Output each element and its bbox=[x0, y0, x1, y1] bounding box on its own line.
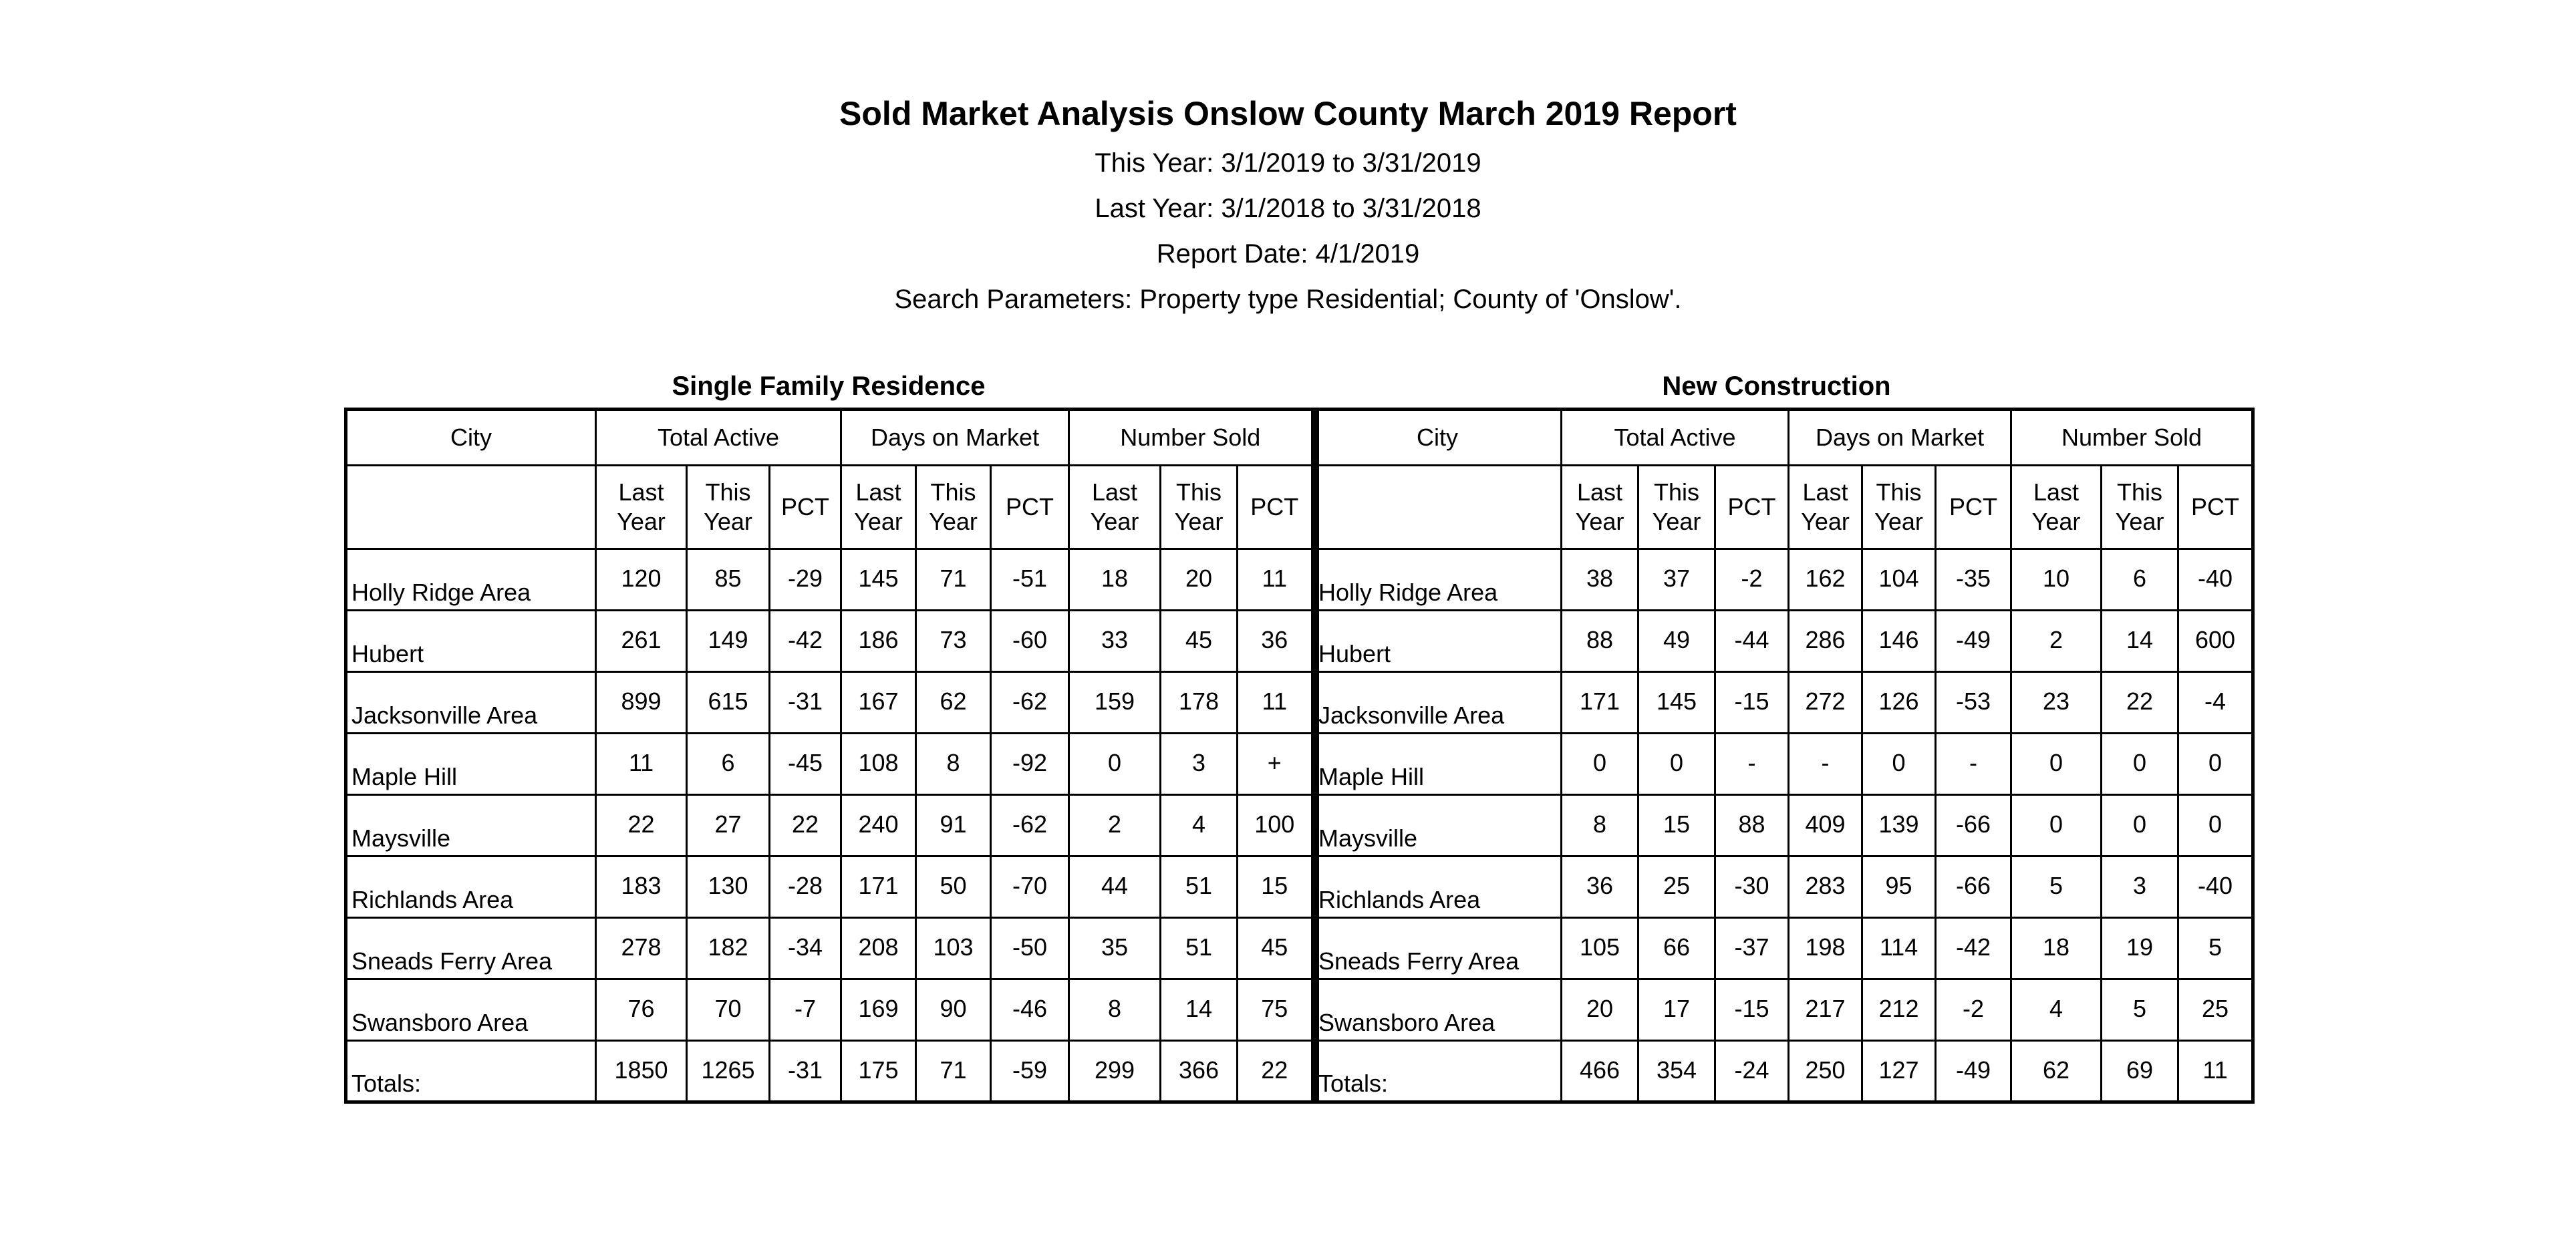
number-sold-pct-cell: 22 bbox=[1238, 1041, 1315, 1102]
days-on-market-last-year-cell: - bbox=[1789, 734, 1862, 795]
days-on-market-this-year-cell: 114 bbox=[1862, 918, 1936, 979]
number-sold-this-year-cell: 14 bbox=[2102, 611, 2178, 672]
days-on-market-pct-cell: -49 bbox=[1936, 1041, 2011, 1102]
total-active-this-year-cell: 1265 bbox=[687, 1041, 770, 1102]
number-sold-this-year-cell: 3 bbox=[1161, 734, 1238, 795]
days-on-market-last-year-cell: 240 bbox=[841, 795, 916, 857]
total-active-this-year-cell: 66 bbox=[1638, 918, 1715, 979]
city-header: City bbox=[346, 410, 596, 466]
days-on-market-pct-cell: -66 bbox=[1936, 857, 2011, 918]
number-sold-pct-cell: 15 bbox=[1238, 857, 1315, 918]
report-title: Sold Market Analysis Onslow County March 2019 Report bbox=[839, 95, 1737, 132]
number-sold-pct-cell: 0 bbox=[2178, 734, 2253, 795]
days-on-market-last-year-cell: 283 bbox=[1789, 857, 1862, 918]
days-on-market-this-year-cell: 91 bbox=[916, 795, 991, 857]
table-row bbox=[1313, 918, 2253, 979]
days-on-market-last-year-cell: 162 bbox=[1789, 549, 1862, 611]
city-cell: Holly Ridge Area bbox=[1313, 549, 1562, 611]
days-on-market-pct-cell: -70 bbox=[991, 857, 1069, 918]
this-year-header: This Year bbox=[1161, 466, 1238, 549]
days-on-market-pct-cell: -35 bbox=[1936, 549, 2011, 611]
number-sold-pct-cell: -40 bbox=[2178, 857, 2253, 918]
table-row bbox=[346, 549, 1315, 611]
last-year-header: Last Year bbox=[841, 466, 916, 549]
number-sold-pct-cell: 11 bbox=[1238, 672, 1315, 734]
total-active-pct-cell: -28 bbox=[770, 857, 841, 918]
number-sold-header: Number Sold bbox=[1069, 410, 1315, 466]
days-on-market-this-year-cell: 95 bbox=[1862, 857, 1936, 918]
city-subheader-blank bbox=[1313, 466, 1562, 549]
number-sold-pct-cell: 600 bbox=[2178, 611, 2253, 672]
days-on-market-pct-cell: -59 bbox=[991, 1041, 1069, 1102]
total-active-pct-cell: -44 bbox=[1715, 611, 1789, 672]
city-cell: Richlands Area bbox=[346, 857, 596, 918]
total-active-last-year-cell: 88 bbox=[1562, 611, 1638, 672]
table-row bbox=[1313, 979, 2253, 1041]
total-active-last-year-cell: 120 bbox=[596, 549, 687, 611]
days-on-market-last-year-cell: 198 bbox=[1789, 918, 1862, 979]
number-sold-pct-cell: 100 bbox=[1238, 795, 1315, 857]
total-active-pct-cell: 22 bbox=[770, 795, 841, 857]
days-on-market-this-year-cell: 8 bbox=[916, 734, 991, 795]
days-on-market-pct-cell: -50 bbox=[991, 918, 1069, 979]
days-on-market-pct-cell: -51 bbox=[991, 549, 1069, 611]
city-cell: Jacksonville Area bbox=[1313, 672, 1562, 734]
total-active-this-year-cell: 182 bbox=[687, 918, 770, 979]
totals-row bbox=[346, 1041, 1315, 1102]
this-year-header: This Year bbox=[916, 466, 991, 549]
city-cell: Totals: bbox=[346, 1041, 596, 1102]
number-sold-this-year-cell: 4 bbox=[1161, 795, 1238, 857]
table-row bbox=[346, 795, 1315, 857]
days-on-market-pct-cell: -66 bbox=[1936, 795, 2011, 857]
last-year-header: Last Year bbox=[1789, 466, 1862, 549]
sub-header-row bbox=[346, 466, 1315, 549]
table-row bbox=[1313, 672, 2253, 734]
days-on-market-pct-cell: -62 bbox=[991, 672, 1069, 734]
total-active-this-year-cell: 70 bbox=[687, 979, 770, 1041]
number-sold-this-year-cell: 3 bbox=[2102, 857, 2178, 918]
table-row bbox=[346, 979, 1315, 1041]
number-sold-pct-cell: + bbox=[1238, 734, 1315, 795]
number-sold-pct-cell: 25 bbox=[2178, 979, 2253, 1041]
number-sold-last-year-cell: 2 bbox=[2011, 611, 2102, 672]
number-sold-this-year-cell: 22 bbox=[2102, 672, 2178, 734]
number-sold-last-year-cell: 0 bbox=[2011, 734, 2102, 795]
days-on-market-this-year-cell: 103 bbox=[916, 918, 991, 979]
city-cell: Hubert bbox=[1313, 611, 1562, 672]
days-on-market-last-year-cell: 286 bbox=[1789, 611, 1862, 672]
days-on-market-pct-cell: -42 bbox=[1936, 918, 2011, 979]
city-cell: Totals: bbox=[1313, 1041, 1562, 1102]
days-on-market-pct-cell: - bbox=[1936, 734, 2011, 795]
days-on-market-this-year-cell: 127 bbox=[1862, 1041, 1936, 1102]
table-row bbox=[1313, 734, 2253, 795]
days-on-market-last-year-cell: 186 bbox=[841, 611, 916, 672]
total-active-last-year-cell: 1850 bbox=[596, 1041, 687, 1102]
section-title-new-construction: New Construction bbox=[1662, 371, 1891, 401]
last-year-range: Last Year: 3/1/2018 to 3/31/2018 bbox=[1095, 194, 1481, 223]
number-sold-this-year-cell: 5 bbox=[2102, 979, 2178, 1041]
report-date: Report Date: 4/1/2019 bbox=[1156, 239, 1420, 269]
days-on-market-this-year-cell: 139 bbox=[1862, 795, 1936, 857]
city-subheader-blank bbox=[346, 466, 596, 549]
table-row bbox=[1313, 611, 2253, 672]
number-sold-last-year-cell: 18 bbox=[1069, 549, 1161, 611]
days-on-market-last-year-cell: 167 bbox=[841, 672, 916, 734]
total-active-this-year-cell: 0 bbox=[1638, 734, 1715, 795]
last-year-header: Last Year bbox=[1069, 466, 1161, 549]
total-active-pct-cell: -30 bbox=[1715, 857, 1789, 918]
table-row bbox=[1313, 857, 2253, 918]
days-on-market-last-year-cell: 409 bbox=[1789, 795, 1862, 857]
total-active-pct-cell: -15 bbox=[1715, 672, 1789, 734]
total-active-pct-cell: -42 bbox=[770, 611, 841, 672]
number-sold-last-year-cell: 35 bbox=[1069, 918, 1161, 979]
total-active-pct-cell: -45 bbox=[770, 734, 841, 795]
this-year-header: This Year bbox=[1638, 466, 1715, 549]
last-year-header: Last Year bbox=[596, 466, 687, 549]
days-on-market-last-year-cell: 250 bbox=[1789, 1041, 1862, 1102]
total-active-this-year-cell: 354 bbox=[1638, 1041, 1715, 1102]
days-on-market-last-year-cell: 175 bbox=[841, 1041, 916, 1102]
number-sold-this-year-cell: 14 bbox=[1161, 979, 1238, 1041]
total-active-last-year-cell: 76 bbox=[596, 979, 687, 1041]
number-sold-pct-cell: 45 bbox=[1238, 918, 1315, 979]
total-active-pct-cell: -7 bbox=[770, 979, 841, 1041]
pct-header: PCT bbox=[2178, 466, 2253, 549]
last-year-header: Last Year bbox=[1562, 466, 1638, 549]
days-on-market-pct-cell: -46 bbox=[991, 979, 1069, 1041]
sub-header-row bbox=[1313, 466, 2253, 549]
number-sold-header: Number Sold bbox=[2011, 410, 2253, 466]
group-header-row bbox=[1313, 410, 2253, 466]
number-sold-this-year-cell: 19 bbox=[2102, 918, 2178, 979]
days-on-market-this-year-cell: 71 bbox=[916, 1041, 991, 1102]
number-sold-this-year-cell: 20 bbox=[1161, 549, 1238, 611]
number-sold-last-year-cell: 18 bbox=[2011, 918, 2102, 979]
pct-header: PCT bbox=[1715, 466, 1789, 549]
days-on-market-last-year-cell: 171 bbox=[841, 857, 916, 918]
city-cell: Maple Hill bbox=[346, 734, 596, 795]
total-active-this-year-cell: 130 bbox=[687, 857, 770, 918]
total-active-pct-cell: -37 bbox=[1715, 918, 1789, 979]
last-year-header: Last Year bbox=[2011, 466, 2102, 549]
days-on-market-this-year-cell: 0 bbox=[1862, 734, 1936, 795]
total-active-last-year-cell: 11 bbox=[596, 734, 687, 795]
city-cell: Maysville bbox=[346, 795, 596, 857]
days-on-market-last-year-cell: 108 bbox=[841, 734, 916, 795]
this-year-header: This Year bbox=[2102, 466, 2178, 549]
city-cell: Hubert bbox=[346, 611, 596, 672]
total-active-this-year-cell: 49 bbox=[1638, 611, 1715, 672]
city-cell: Maple Hill bbox=[1313, 734, 1562, 795]
city-cell: Sneads Ferry Area bbox=[346, 918, 596, 979]
this-year-header: This Year bbox=[687, 466, 770, 549]
days-on-market-this-year-cell: 146 bbox=[1862, 611, 1936, 672]
table-row bbox=[1313, 549, 2253, 611]
number-sold-last-year-cell: 5 bbox=[2011, 857, 2102, 918]
number-sold-pct-cell: -4 bbox=[2178, 672, 2253, 734]
report-header bbox=[0, 87, 2576, 322]
total-active-pct-cell: 88 bbox=[1715, 795, 1789, 857]
total-active-header: Total Active bbox=[596, 410, 841, 466]
single-family-body bbox=[346, 549, 1315, 1102]
city-cell: Swansboro Area bbox=[1313, 979, 1562, 1041]
total-active-pct-cell: -29 bbox=[770, 549, 841, 611]
number-sold-last-year-cell: 10 bbox=[2011, 549, 2102, 611]
city-cell: Holly Ridge Area bbox=[346, 549, 596, 611]
number-sold-pct-cell: 11 bbox=[1238, 549, 1315, 611]
number-sold-pct-cell: 36 bbox=[1238, 611, 1315, 672]
days-on-market-this-year-cell: 104 bbox=[1862, 549, 1936, 611]
number-sold-this-year-cell: 51 bbox=[1161, 857, 1238, 918]
city-header: City bbox=[1313, 410, 1562, 466]
total-active-last-year-cell: 38 bbox=[1562, 549, 1638, 611]
number-sold-last-year-cell: 159 bbox=[1069, 672, 1161, 734]
total-active-last-year-cell: 278 bbox=[596, 918, 687, 979]
days-on-market-pct-cell: -2 bbox=[1936, 979, 2011, 1041]
city-cell: Jacksonville Area bbox=[346, 672, 596, 734]
table-row bbox=[346, 734, 1315, 795]
total-active-last-year-cell: 20 bbox=[1562, 979, 1638, 1041]
total-active-pct-cell: -2 bbox=[1715, 549, 1789, 611]
city-cell: Richlands Area bbox=[1313, 857, 1562, 918]
total-active-last-year-cell: 36 bbox=[1562, 857, 1638, 918]
pct-header: PCT bbox=[770, 466, 841, 549]
city-cell: Maysville bbox=[1313, 795, 1562, 857]
number-sold-last-year-cell: 4 bbox=[2011, 979, 2102, 1041]
total-active-this-year-cell: 6 bbox=[687, 734, 770, 795]
total-active-pct-cell: -15 bbox=[1715, 979, 1789, 1041]
number-sold-pct-cell: 5 bbox=[2178, 918, 2253, 979]
total-active-last-year-cell: 8 bbox=[1562, 795, 1638, 857]
this-year-range: This Year: 3/1/2019 to 3/31/2019 bbox=[1095, 148, 1481, 178]
total-active-this-year-cell: 37 bbox=[1638, 549, 1715, 611]
number-sold-last-year-cell: 62 bbox=[2011, 1041, 2102, 1102]
number-sold-this-year-cell: 178 bbox=[1161, 672, 1238, 734]
total-active-last-year-cell: 183 bbox=[596, 857, 687, 918]
days-on-market-pct-cell: -60 bbox=[991, 611, 1069, 672]
number-sold-last-year-cell: 0 bbox=[1069, 734, 1161, 795]
days-on-market-last-year-cell: 272 bbox=[1789, 672, 1862, 734]
number-sold-last-year-cell: 33 bbox=[1069, 611, 1161, 672]
number-sold-pct-cell: -40 bbox=[2178, 549, 2253, 611]
days-on-market-this-year-cell: 126 bbox=[1862, 672, 1936, 734]
number-sold-pct-cell: 11 bbox=[2178, 1041, 2253, 1102]
number-sold-last-year-cell: 44 bbox=[1069, 857, 1161, 918]
days-on-market-pct-cell: -62 bbox=[991, 795, 1069, 857]
total-active-this-year-cell: 615 bbox=[687, 672, 770, 734]
total-active-pct-cell: -24 bbox=[1715, 1041, 1789, 1102]
new-construction-table bbox=[1311, 408, 2255, 1104]
days-on-market-last-year-cell: 217 bbox=[1789, 979, 1862, 1041]
days-on-market-this-year-cell: 71 bbox=[916, 549, 991, 611]
total-active-this-year-cell: 17 bbox=[1638, 979, 1715, 1041]
number-sold-last-year-cell: 8 bbox=[1069, 979, 1161, 1041]
total-active-this-year-cell: 25 bbox=[1638, 857, 1715, 918]
days-on-market-this-year-cell: 73 bbox=[916, 611, 991, 672]
days-on-market-this-year-cell: 212 bbox=[1862, 979, 1936, 1041]
days-on-market-last-year-cell: 169 bbox=[841, 979, 916, 1041]
table-row bbox=[1313, 795, 2253, 857]
total-active-this-year-cell: 149 bbox=[687, 611, 770, 672]
pct-header: PCT bbox=[1936, 466, 2011, 549]
number-sold-this-year-cell: 45 bbox=[1161, 611, 1238, 672]
section-title-single-family: Single Family Residence bbox=[672, 371, 986, 401]
days-on-market-this-year-cell: 90 bbox=[916, 979, 991, 1041]
total-active-this-year-cell: 15 bbox=[1638, 795, 1715, 857]
total-active-pct-cell: -31 bbox=[770, 672, 841, 734]
number-sold-last-year-cell: 2 bbox=[1069, 795, 1161, 857]
total-active-pct-cell: -34 bbox=[770, 918, 841, 979]
total-active-last-year-cell: 899 bbox=[596, 672, 687, 734]
number-sold-this-year-cell: 366 bbox=[1161, 1041, 1238, 1102]
new-construction-body bbox=[1313, 549, 2253, 1102]
city-cell: Sneads Ferry Area bbox=[1313, 918, 1562, 979]
days-on-market-header: Days on Market bbox=[841, 410, 1069, 466]
number-sold-last-year-cell: 23 bbox=[2011, 672, 2102, 734]
number-sold-this-year-cell: 69 bbox=[2102, 1041, 2178, 1102]
days-on-market-this-year-cell: 50 bbox=[916, 857, 991, 918]
group-header-row bbox=[346, 410, 1315, 466]
total-active-this-year-cell: 145 bbox=[1638, 672, 1715, 734]
total-active-last-year-cell: 0 bbox=[1562, 734, 1638, 795]
single-family-table bbox=[344, 408, 1319, 1104]
days-on-market-pct-cell: -92 bbox=[991, 734, 1069, 795]
days-on-market-pct-cell: -53 bbox=[1936, 672, 2011, 734]
days-on-market-pct-cell: -49 bbox=[1936, 611, 2011, 672]
total-active-last-year-cell: 171 bbox=[1562, 672, 1638, 734]
pct-header: PCT bbox=[1238, 466, 1315, 549]
table-row bbox=[346, 611, 1315, 672]
number-sold-this-year-cell: 6 bbox=[2102, 549, 2178, 611]
table-row bbox=[346, 918, 1315, 979]
total-active-last-year-cell: 22 bbox=[596, 795, 687, 857]
total-active-pct-cell: -31 bbox=[770, 1041, 841, 1102]
days-on-market-this-year-cell: 62 bbox=[916, 672, 991, 734]
total-active-this-year-cell: 85 bbox=[687, 549, 770, 611]
number-sold-last-year-cell: 0 bbox=[2011, 795, 2102, 857]
totals-row bbox=[1313, 1041, 2253, 1102]
total-active-last-year-cell: 105 bbox=[1562, 918, 1638, 979]
pct-header: PCT bbox=[991, 466, 1069, 549]
table-row bbox=[346, 857, 1315, 918]
number-sold-pct-cell: 75 bbox=[1238, 979, 1315, 1041]
total-active-this-year-cell: 27 bbox=[687, 795, 770, 857]
table-row bbox=[346, 672, 1315, 734]
days-on-market-last-year-cell: 145 bbox=[841, 549, 916, 611]
this-year-header: This Year bbox=[1862, 466, 1936, 549]
total-active-header: Total Active bbox=[1562, 410, 1789, 466]
days-on-market-header: Days on Market bbox=[1789, 410, 2011, 466]
number-sold-this-year-cell: 0 bbox=[2102, 734, 2178, 795]
total-active-last-year-cell: 261 bbox=[596, 611, 687, 672]
number-sold-pct-cell: 0 bbox=[2178, 795, 2253, 857]
search-parameters: Search Parameters: Property type Residential; County of 'Onslow'. bbox=[894, 285, 1682, 314]
total-active-last-year-cell: 466 bbox=[1562, 1041, 1638, 1102]
number-sold-last-year-cell: 299 bbox=[1069, 1041, 1161, 1102]
total-active-pct-cell: - bbox=[1715, 734, 1789, 795]
number-sold-this-year-cell: 51 bbox=[1161, 918, 1238, 979]
days-on-market-last-year-cell: 208 bbox=[841, 918, 916, 979]
city-cell: Swansboro Area bbox=[346, 979, 596, 1041]
number-sold-this-year-cell: 0 bbox=[2102, 795, 2178, 857]
